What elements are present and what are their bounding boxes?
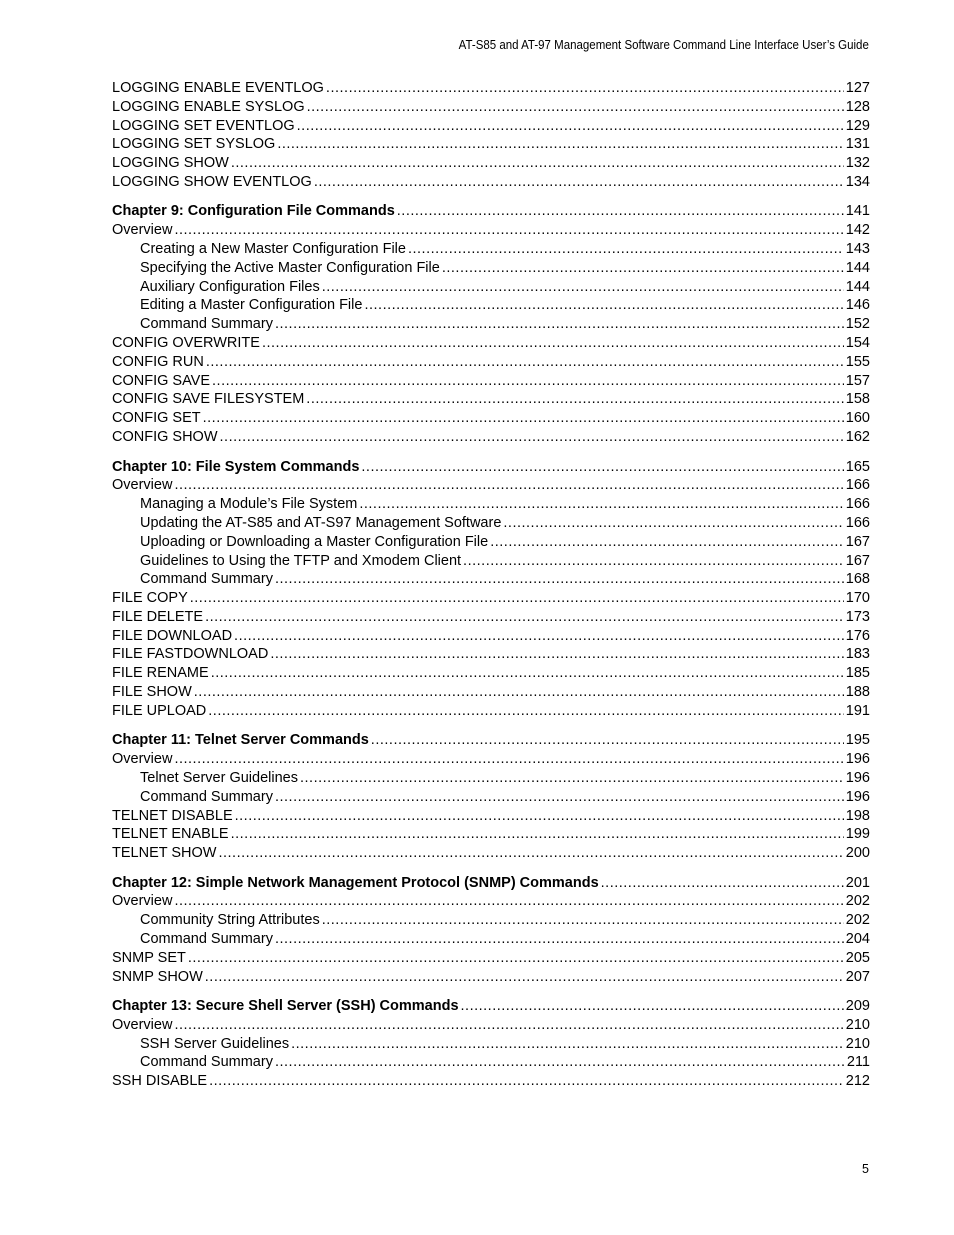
dot-leader [300,769,844,788]
dot-leader [307,98,844,117]
toc-chapter-entry[interactable] [112,731,870,750]
toc-entry[interactable] [112,353,870,372]
dot-leader [188,949,844,968]
table-of-contents [112,79,870,1091]
toc-entry-title: TELNET ENABLE [112,826,229,843]
toc-entry-page: 204 [845,931,870,948]
toc-entry[interactable] [112,769,870,788]
toc-entry[interactable] [112,968,870,987]
dot-leader [205,968,844,987]
toc-entry-title: Auxiliary Configuration Files [140,278,320,295]
dot-leader [490,533,844,552]
toc-entry-title: Guidelines to Using the TFTP and Xmodem Client [140,552,462,569]
toc-entry-page: 173 [845,608,870,625]
toc-entry-page: 200 [845,845,870,862]
toc-entry[interactable] [112,911,870,930]
toc-entry[interactable] [112,844,870,863]
dot-leader [397,202,844,221]
toc-entry[interactable] [112,750,870,769]
toc-entry-page: 144 [845,278,870,295]
toc-entry-page: 207 [845,968,870,985]
toc-entry[interactable] [112,1072,870,1091]
toc-entry-page: 202 [845,893,870,910]
dot-leader [364,296,843,315]
toc-entry[interactable] [112,930,870,949]
dot-leader [211,664,844,683]
dot-leader [442,259,844,278]
dot-leader [209,1072,844,1091]
dot-leader [297,117,844,136]
dot-leader [190,589,844,608]
toc-entry-page: 146 [845,297,870,314]
toc-entry[interactable] [112,683,870,702]
toc-entry-title: Chapter 13: Secure Shell Server (SSH) Commands [112,998,459,1015]
dot-leader [408,240,844,259]
dot-leader [174,1016,843,1035]
dot-leader [314,173,844,192]
toc-entry-title: Creating a New Master Configuration File [140,241,406,258]
toc-entry[interactable] [112,409,870,428]
toc-entry-title: TELNET DISABLE [112,807,233,824]
toc-entry-title: FILE UPLOAD [112,702,207,719]
toc-entry-page: 158 [845,391,870,408]
dot-leader [174,476,843,495]
toc-entry-page: 157 [845,372,870,389]
toc-entry-title: Command Summary [140,316,273,333]
dot-leader [235,807,844,826]
toc-entry-title: FILE SHOW [112,684,192,701]
toc-entry[interactable] [112,1053,870,1072]
toc-entry-title: Command Summary [140,571,273,588]
dot-leader [231,154,844,173]
dot-leader [322,278,844,297]
toc-entry-page: 165 [845,458,870,475]
toc-entry[interactable] [112,1016,870,1035]
dot-leader [326,79,844,98]
toc-entry[interactable] [112,173,870,192]
dot-leader [601,874,844,893]
toc-chapter-entry[interactable] [112,874,870,893]
toc-entry-title: Specifying the Active Master Configuration File [140,259,440,276]
toc-entry-title: FILE RENAME [112,665,209,682]
dot-leader [359,495,843,514]
toc-entry-title: CONFIG RUN [112,353,204,370]
toc-entry-page: 196 [845,769,870,786]
toc-entry-page: 154 [845,335,870,352]
toc-entry-title: FILE DOWNLOAD [112,627,233,644]
toc-entry-title: Overview [112,222,173,239]
toc-entry[interactable] [112,240,870,259]
toc-entry-page: 131 [845,136,870,153]
dot-leader [322,911,844,930]
toc-entry-title: Command Summary [140,931,273,948]
toc-entry[interactable] [112,664,870,683]
toc-entry-page: 199 [845,826,870,843]
toc-entry-page: 191 [845,702,870,719]
toc-entry-page: 210 [845,1016,870,1033]
toc-entry-page: 127 [845,80,870,96]
dot-leader [270,645,843,664]
toc-entry-page: 129 [845,117,870,134]
toc-entry[interactable] [112,702,870,721]
toc-entry-title: Telnet Server Guidelines [140,769,298,786]
dot-leader [234,627,844,646]
toc-entry[interactable] [112,372,870,391]
dot-leader [275,315,844,334]
toc-entry[interactable] [112,807,870,826]
toc-entry-page: 160 [845,410,870,427]
toc-entry-title: SSH Server Guidelines [140,1035,290,1052]
toc-entry-title: Overview [112,751,173,768]
toc-entry[interactable] [112,117,870,136]
toc-entry-page: 209 [845,998,870,1015]
toc-entry-page: 167 [845,533,870,550]
toc-entry-page: 183 [845,646,870,663]
toc-entry-title: TELNET SHOW [112,845,217,862]
dot-leader [461,997,844,1016]
toc-entry-page: 195 [845,732,870,749]
dot-leader [275,930,844,949]
toc-entry-title: SNMP SHOW [112,968,203,985]
page-number: 5 [862,1162,869,1176]
toc-entry[interactable] [112,627,870,646]
toc-entry-title: Chapter 12: Simple Network Management Protocol (SNMP) Commands [112,874,599,891]
dot-leader [218,844,843,863]
toc-entry-page: 142 [845,222,870,239]
toc-entry-title: CONFIG SAVE FILESYSTEM [112,391,305,408]
toc-entry-page: 205 [845,949,870,966]
toc-entry[interactable] [112,315,870,334]
dot-leader [503,514,843,533]
toc-entry-page: 144 [845,259,870,276]
toc-entry-page: 210 [845,1035,870,1052]
toc-entry-page: 212 [845,1073,870,1090]
dot-leader [208,702,844,721]
toc-entry-title: LOGGING SET SYSLOG [112,136,276,153]
toc-entry-title: Editing a Master Configuration File [140,297,363,314]
dot-leader [291,1035,844,1054]
toc-entry[interactable] [112,154,870,173]
toc-entry-title: CONFIG OVERWRITE [112,335,260,352]
toc-entry[interactable] [112,476,870,495]
toc-entry-page: 152 [845,316,870,333]
toc-entry[interactable] [112,949,870,968]
toc-entry-page: 155 [845,353,870,370]
toc-entry-page: 168 [845,571,870,588]
toc-entry[interactable] [112,514,870,533]
toc-chapter-entry[interactable] [112,458,870,477]
toc-entry-title: FILE DELETE [112,608,204,625]
toc-entry[interactable] [112,892,870,911]
toc-entry[interactable] [112,645,870,664]
toc-entry[interactable] [112,533,870,552]
toc-entry-page: 176 [845,627,870,644]
toc-entry-page: 166 [845,496,870,513]
toc-entry-title: LOGGING SHOW [112,155,229,172]
toc-entry[interactable] [112,788,870,807]
toc-entry[interactable] [112,259,870,278]
toc-entry[interactable] [112,98,870,117]
dot-leader [231,825,844,844]
dot-leader [275,1053,845,1072]
dot-leader [262,334,844,353]
toc-entry[interactable] [112,390,870,409]
toc-entry-page: 211 [846,1054,870,1071]
toc-entry-title: Chapter 9: Configuration File Commands [112,203,395,220]
toc-entry[interactable] [112,79,870,98]
dot-leader [174,750,843,769]
toc-entry-title: Uploading or Downloading a Master Configuration File [140,533,489,550]
dot-leader [306,390,844,409]
toc-entry-page: 143 [845,241,870,258]
toc-entry-title: Command Summary [140,1054,273,1071]
toc-entry[interactable] [112,334,870,353]
toc-entry[interactable] [112,552,870,571]
toc-entry-title: LOGGING SET EVENTLOG [112,117,295,134]
dot-leader [194,683,844,702]
toc-entry-page: 188 [845,684,870,701]
toc-entry-title: CONFIG SET [112,410,201,427]
running-header: AT-S85 and AT-97 Management Software Command Line Interface User’s Guide [458,38,869,52]
toc-entry-page: 196 [845,788,870,805]
toc-entry[interactable] [112,570,870,589]
toc-entry-title: LOGGING SHOW EVENTLOG [112,173,312,190]
toc-entry-title: Overview [112,1016,173,1033]
toc-entry-page: 202 [845,912,870,929]
dot-leader [203,409,844,428]
dot-leader [361,458,843,477]
toc-entry[interactable] [112,495,870,514]
toc-entry-title: Community String Attributes [140,912,320,929]
toc-entry-title: Overview [112,477,173,494]
toc-entry-title: Chapter 11: Telnet Server Commands [112,732,369,749]
dot-leader [206,353,844,372]
dot-leader [220,428,844,447]
dot-leader [205,608,844,627]
toc-entry[interactable] [112,135,870,154]
toc-entry-title: Chapter 10: File System Commands [112,458,360,475]
toc-entry-title: Command Summary [140,788,273,805]
toc-entry-title: FILE COPY [112,590,188,607]
toc-entry-title: Managing a Module’s File System [140,496,358,513]
toc-entry[interactable] [112,589,870,608]
toc-entry-title: FILE FASTDOWNLOAD [112,646,269,663]
dot-leader [174,221,843,240]
toc-entry-page: 166 [845,477,870,494]
dot-leader [463,552,844,571]
toc-entry-page: 201 [845,874,870,891]
toc-entry-title: LOGGING ENABLE EVENTLOG [112,80,324,96]
toc-entry-title: SSH DISABLE [112,1073,208,1090]
toc-entry-page: 170 [845,590,870,607]
toc-entry-title: LOGGING ENABLE SYSLOG [112,98,305,115]
toc-chapter-entry[interactable] [112,202,870,221]
toc-entry-page: 128 [845,98,870,115]
toc-entry[interactable] [112,825,870,844]
toc-entry-title: CONFIG SHOW [112,429,218,446]
toc-entry[interactable] [112,296,870,315]
toc-entry-page: 196 [845,751,870,768]
toc-entry[interactable] [112,1035,870,1054]
toc-entry-title: Updating the AT-S85 and AT-S97 Management Software [140,514,502,531]
toc-entry-page: 162 [845,429,870,446]
dot-leader [277,135,843,154]
toc-entry-title: Overview [112,893,173,910]
toc-chapter-entry[interactable] [112,997,870,1016]
dot-leader [371,731,844,750]
toc-entry-page: 134 [845,173,870,190]
dot-leader [275,788,844,807]
toc-entry-page: 167 [845,552,870,569]
toc-entry[interactable] [112,221,870,240]
dot-leader [275,570,844,589]
toc-entry[interactable] [112,608,870,627]
dot-leader [212,372,844,391]
toc-entry-page: 132 [845,155,870,172]
dot-leader [174,892,843,911]
toc-entry-page: 198 [845,807,870,824]
toc-entry-page: 141 [845,203,870,220]
toc-entry-title: SNMP SET [112,949,186,966]
toc-entry-page: 185 [845,665,870,682]
toc-entry[interactable] [112,278,870,297]
toc-entry-title: CONFIG SAVE [112,372,211,389]
toc-entry-page: 166 [845,514,870,531]
toc-entry[interactable] [112,428,870,447]
